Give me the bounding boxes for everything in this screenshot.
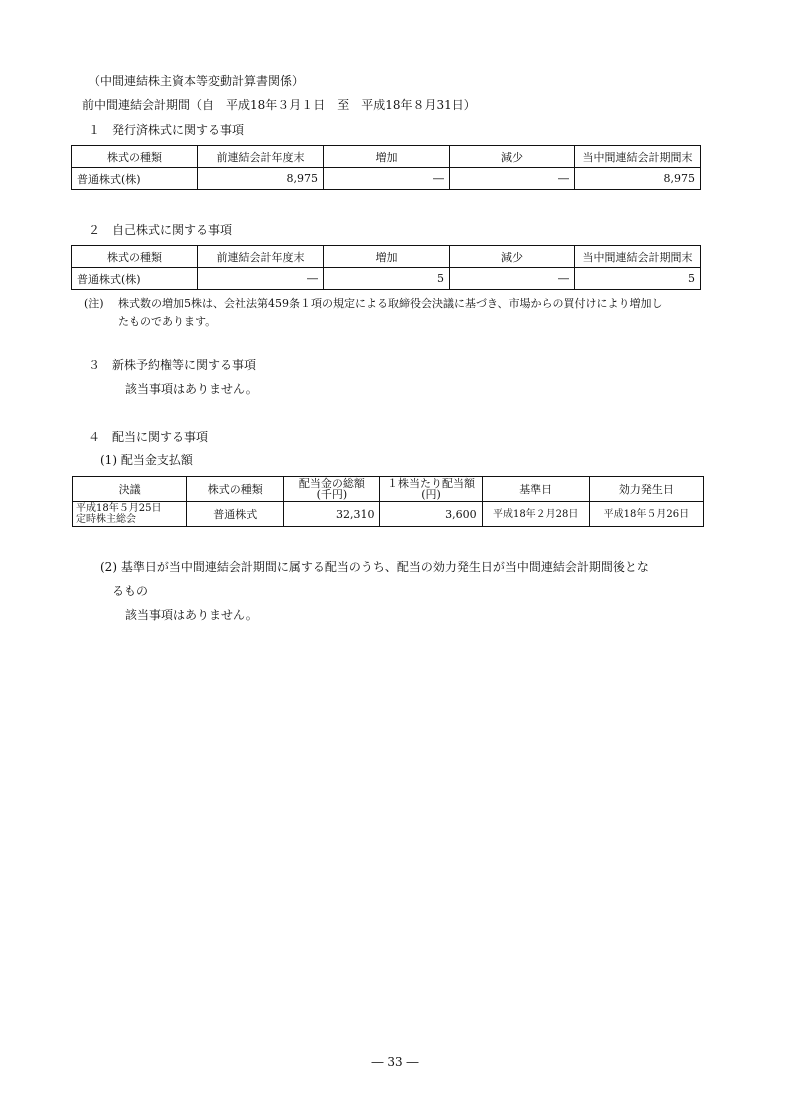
col-dividend-per-share-unit: (円) [421,488,441,501]
section-caption: （中間連結株主資本等変動計算書関係） [88,74,305,88]
cell-effective-date: 平成18年５月26日 [589,502,703,527]
cell-dividend-per-share: 3,600 [380,502,482,527]
dividend-subheading-2-line2: るもの [112,584,149,598]
cell-stock-type: 普通株式(株) [72,168,198,190]
col-stock-type: 株式の種類 [187,477,284,502]
col-total-dividend-unit: (千円) [316,488,348,501]
cell-prior-year-end: 8,975 [198,168,324,190]
table-row [72,168,701,190]
dividend-subheading-2-body: 該当事項はありません。 [125,608,258,622]
col-prior-year-end: 前連結会計年度末 [198,246,324,268]
col-increase: 増加 [324,146,450,168]
dividend-subheading-2-line1: (2) 基準日が当中間連結会計期間に属する配当のうち、配当の効力発生日が当中間連結会計期間後とな [100,560,649,574]
cell-record-date: 平成18年２月28日 [482,502,589,527]
period-heading: 前中間連結会計期間（自 平成18年３月１日 至 平成18年８月31日） [82,98,476,112]
cell-interim-end: 8,975 [575,168,701,190]
table-header-row [72,146,701,168]
cell-stock-type: 普通株式 [187,502,284,527]
cell-total-dividend: 32,310 [284,502,380,527]
cell-interim-end: 5 [575,268,701,290]
col-interim-end: 当中間連結会計期間末 [575,246,701,268]
section4-title: ４ 配当に関する事項 [88,430,209,444]
section2-title: ２ 自己株式に関する事項 [88,223,233,237]
page-number: ― 33 ― [371,1055,419,1069]
table-header-row [72,246,701,268]
table-header-row [73,477,704,502]
table-row [73,502,704,527]
cell-decrease: ― [450,268,575,290]
cell-resolution-meeting: 定時株主総会 [76,514,136,525]
col-decrease: 減少 [450,146,575,168]
treasury-shares-table [71,245,701,290]
cell-increase: ― [324,168,450,190]
dividends-paid-table [72,476,704,527]
dividend-subheading: (1) 配当金支払額 [100,453,193,467]
col-record-date: 基準日 [482,477,589,502]
col-prior-year-end: 前連結会計年度末 [198,146,324,168]
col-total-dividend [284,477,380,502]
col-total-dividend-label: 配当金の総額 [298,477,365,490]
note-text-line2: たものであります。 [118,315,217,328]
col-resolution: 決議 [73,477,187,502]
cell-decrease: ― [450,168,575,190]
section3-body: 該当事項はありません。 [125,382,258,396]
table-row [72,268,701,290]
cell-resolution [73,502,187,527]
col-interim-end: 当中間連結会計期間末 [575,146,701,168]
col-dividend-per-share [380,477,482,502]
cell-resolution-date: 平成18年５月25日 [76,503,162,514]
cell-increase: 5 [324,268,450,290]
section1-title: １ 発行済株式に関する事項 [88,123,245,137]
col-effective-date: 効力発生日 [589,477,703,502]
col-stock-type: 株式の種類 [72,246,198,268]
note-label: (注) [84,297,104,310]
cell-stock-type: 普通株式(株) [72,268,198,290]
col-decrease: 減少 [450,246,575,268]
col-stock-type: 株式の種類 [72,146,198,168]
section3-title: ３ 新株予約権等に関する事項 [88,358,257,372]
col-increase: 増加 [324,246,450,268]
col-dividend-per-share-label: １株当たり配当額 [387,477,476,490]
cell-prior-year-end: ― [198,268,324,290]
issued-shares-table [71,145,701,190]
note-text-line1: 株式数の増加5株は、会社法第459条１項の規定による取締役会決議に基づき、市場からの買付けにより増加し [118,297,663,310]
